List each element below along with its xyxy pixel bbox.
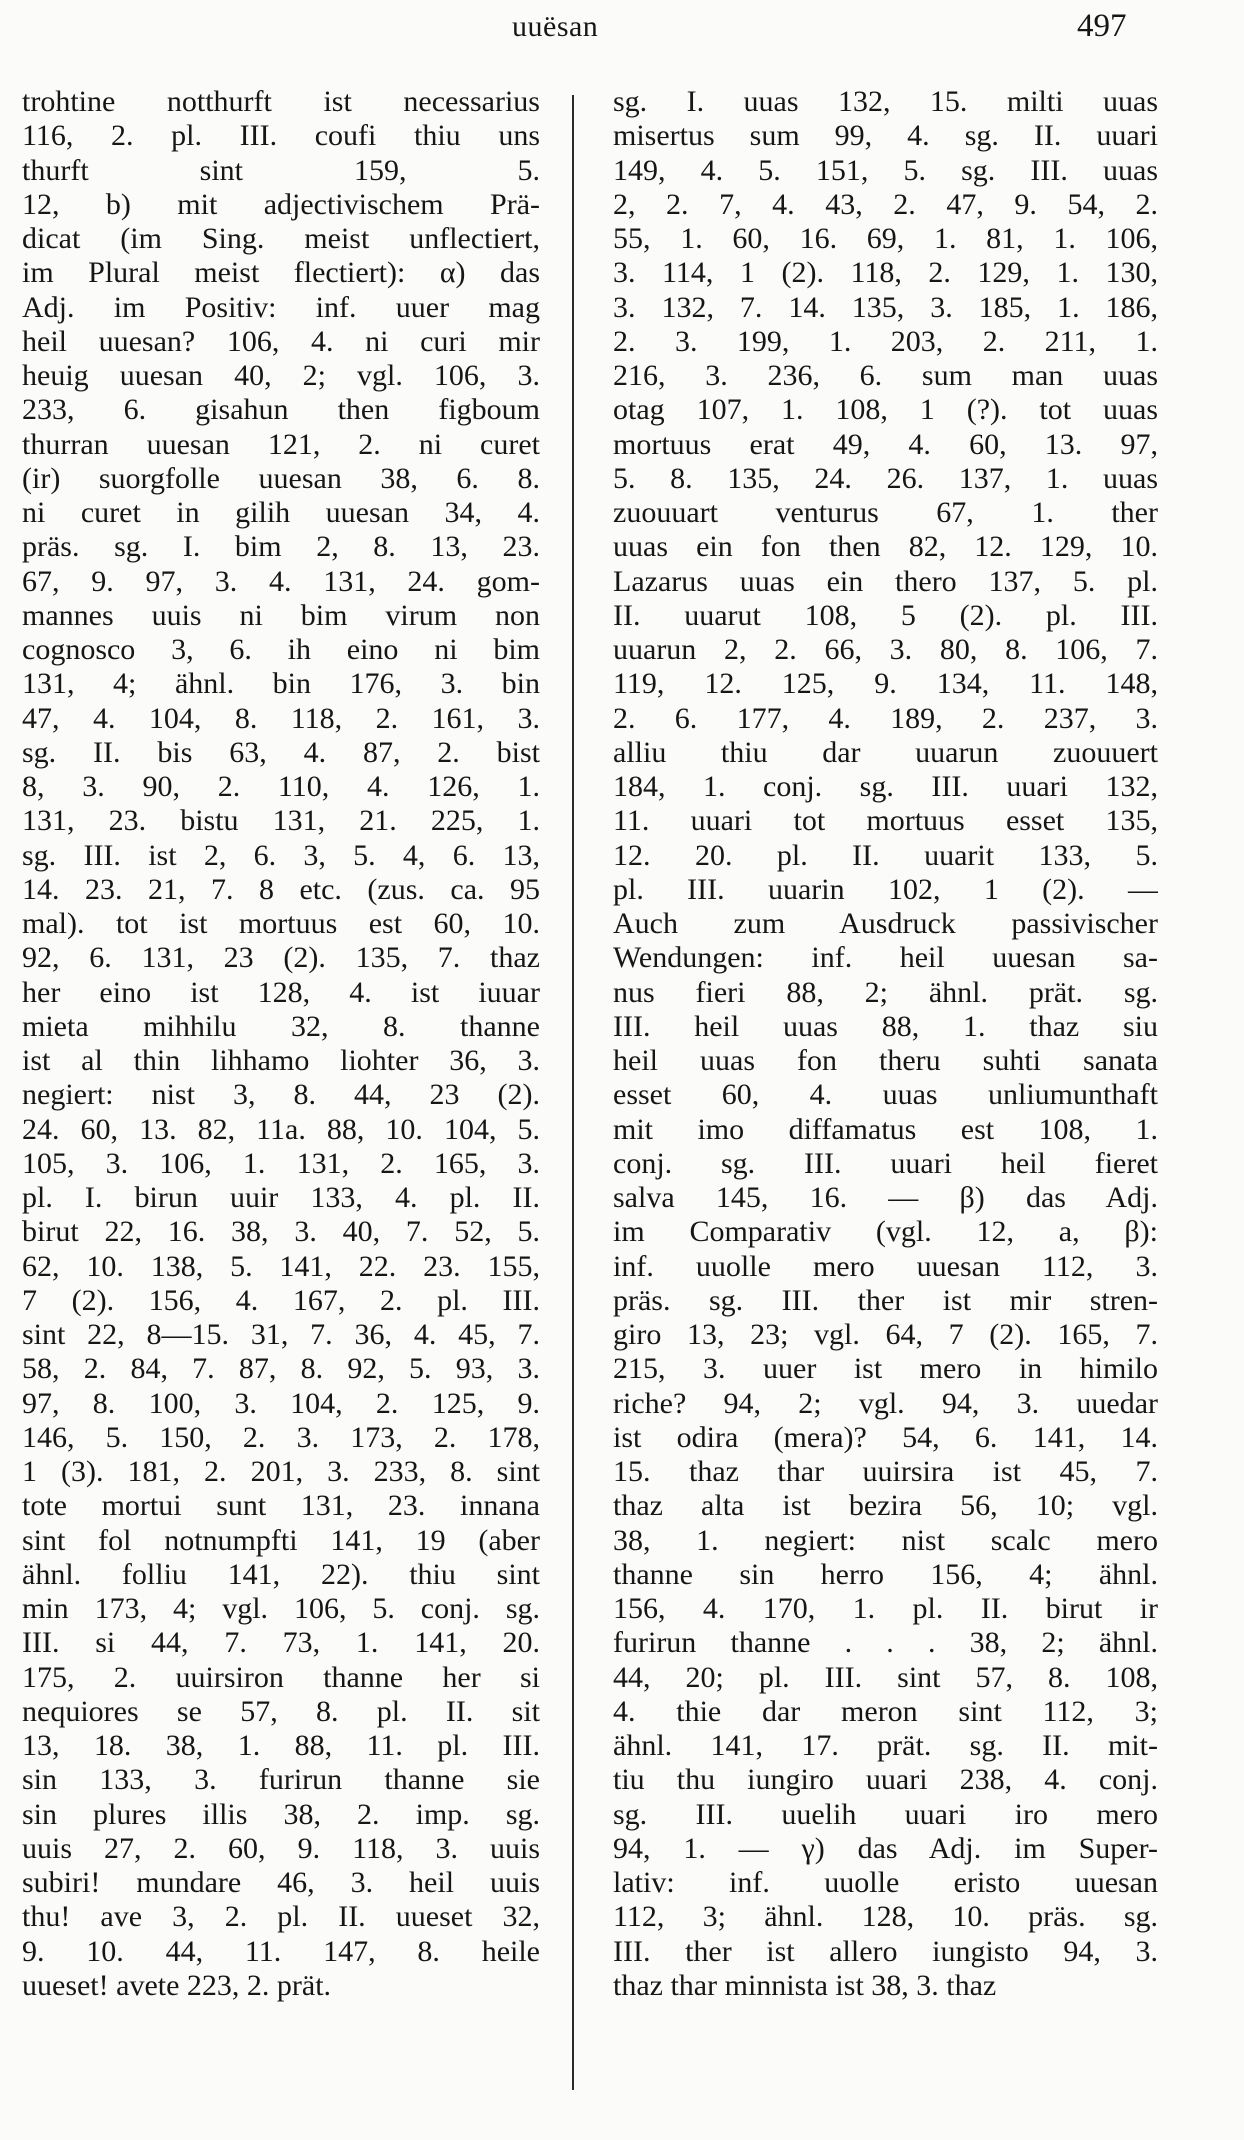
text-line: im Plural meist flectiert): α) das [22,256,540,290]
text-line: 15. thaz thar uuirsira ist 45, 7. [613,1455,1158,1488]
text-line: 55, 1. 60, 16. 69, 1. 81, 1. 106, [613,222,1158,255]
text-line: otag 107, 1. 108, 1 (?). tot uuas [613,393,1158,427]
text-line: ähnl. folliu 141, 22). thiu sint [22,1557,540,1591]
text-line: mannes uuis ni bim virum non [22,598,540,632]
text-line: dicat (im Sing. meist unflectiert, [22,222,540,255]
text-line: mal). tot ist mortuus est 60, 10. [22,907,540,940]
text-line: 62, 10. 138, 5. 141, 22. 23. 155, [22,1249,540,1283]
text-line: 12. 20. pl. II. uuarit 133, 5. [613,838,1158,872]
text-line: 116, 2. pl. III. coufi thiu uns [22,119,540,153]
text-line: uuas ein fon then 82, 12. 129, 10. [613,530,1158,564]
text-line: II. uuarut 108, 5 (2). pl. III. [613,598,1158,632]
text-line: 67, 9. 97, 3. 4. 131, 24. gom- [22,564,540,598]
text-line: III. ther ist allero iungisto 94, 3. [613,1934,1158,1968]
text-line: mit imo diffamatus est 108, 1. [613,1112,1158,1146]
text-line: 13, 18. 38, 1. 88, 11. pl. III. [22,1729,540,1762]
text-line: Adj. im Positiv: inf. uuer mag [22,290,540,324]
text-line: giro 13, 23; vgl. 64, 7 (2). 165, 7. [613,1318,1158,1351]
text-line: 119, 12. 125, 9. 134, 11. 148, [613,667,1158,701]
text-line: 38, 1. negiert: nist scalc mero [613,1523,1158,1557]
text-line: esset 60, 4. uuas unliumunthaft [613,1078,1158,1112]
text-line: 47, 4. 104, 8. 118, 2. 161, 3. [22,701,540,735]
text-line: mieta mihhilu 32, 8. thanne [22,1009,540,1043]
text-line: ni curet in gilih uuesan 34, 4. [22,496,540,529]
text-line: 9. 10. 44, 11. 147, 8. heile [22,1934,540,1968]
text-line: zuouuart venturus 67, 1. ther [613,496,1158,529]
text-line: sint fol notnumpfti 141, 19 (aber [22,1523,540,1557]
text-line: 2. 3. 199, 1. 203, 2. 211, 1. [613,324,1158,358]
text-line: 7 (2). 156, 4. 167, 2. pl. III. [22,1283,540,1317]
text-line: cognosco 3, 6. ih eino ni bim [22,633,540,666]
text-line: (ir) suorgfolle uuesan 38, 6. 8. [22,461,540,495]
text-line: sin plures illis 38, 2. imp. sg. [22,1797,540,1831]
text-line: im Comparativ (vgl. 12, a, β): [613,1215,1158,1249]
text-line: 97, 8. 100, 3. 104, 2. 125, 9. [22,1386,540,1420]
text-line: birut 22, 16. 38, 3. 40, 7. 52, 5. [22,1215,540,1249]
text-line: thanne sin herro 156, 4; ähnl. [613,1557,1158,1591]
text-line: 184, 1. conj. sg. III. uuari 132, [613,770,1158,803]
text-line: sg. III. ist 2, 6. 3, 5. 4, 6. 13, [22,838,540,872]
page-header [0,0,1244,80]
text-line: 175, 2. uuirsiron thanne her si [22,1660,540,1694]
text-line: furirun thanne . . . 38, 2; ähnl. [613,1626,1158,1660]
text-line: thu! ave 3, 2. pl. II. uueset 32, [22,1900,540,1934]
text-line: trohtine notthurft ist necessarius [22,85,540,118]
text-line: präs. sg. III. ther ist mir stren- [613,1283,1158,1317]
text-line: sint 22, 8—15. 31, 7. 36, 4. 45, 7. [22,1318,540,1351]
text-line: pl. I. birun uuir 133, 4. pl. II. [22,1181,540,1214]
text-line: ist al thin lihhamo liohter 36, 3. [22,1044,540,1077]
page-number: 497 [1077,8,1127,44]
text-line: heil uuas fon theru suhti sanata [613,1044,1158,1077]
text-line: 2. 6. 177, 4. 189, 2. 237, 3. [613,701,1158,735]
text-line: 156, 4. 170, 1. pl. II. birut ir [613,1592,1158,1625]
text-line: inf. uuolle mero uuesan 112, 3. [613,1249,1158,1283]
text-line: 94, 1. — γ) das Adj. im Super- [613,1831,1158,1865]
text-line: sg. I. uuas 132, 15. milti uuas [613,85,1158,118]
text-line: ist odira (mera)? 54, 6. 141, 14. [613,1420,1158,1454]
text-line: 14. 23. 21, 7. 8 etc. (zus. ca. 95 [22,872,540,906]
text-line: nus fieri 88, 2; ähnl. prät. sg. [613,975,1158,1009]
text-line: 3. 132, 7. 14. 135, 3. 185, 1. 186, [613,290,1158,324]
text-line: uuarun 2, 2. 66, 3. 80, 8. 106, 7. [613,633,1158,666]
text-line: 233, 6. gisahun then figboum [22,393,540,427]
text-line: III. si 44, 7. 73, 1. 141, 20. [22,1626,540,1660]
text-line: thurran uuesan 121, 2. ni curet [22,427,540,461]
text-line: alliu thiu dar uuarun zuouuert [613,735,1158,769]
text-line: uuis 27, 2. 60, 9. 118, 3. uuis [22,1831,540,1865]
text-line: heuig uuesan 40, 2; vgl. 106, 3. [22,359,540,392]
text-line: 1 (3). 181, 2. 201, 3. 233, 8. sint [22,1455,540,1488]
text-line: 58, 2. 84, 7. 87, 8. 92, 5. 93, 3. [22,1352,540,1386]
text-line: 11. uuari tot mortuus esset 135, [613,804,1158,838]
text-line: 3. 114, 1 (2). 118, 2. 129, 1. 130, [613,256,1158,290]
text-line: heil uuesan? 106, 4. ni curi mir [22,324,540,358]
text-line: 216, 3. 236, 6. sum man uuas [613,359,1158,392]
text-line: präs. sg. I. bim 2, 8. 13, 23. [22,530,540,564]
text-line: min 173, 4; vgl. 106, 5. conj. sg. [22,1592,540,1625]
running-head: uuësan [512,10,599,43]
text-line: conj. sg. III. uuari heil fieret [613,1146,1158,1180]
text-line: salva 145, 16. — β) das Adj. [613,1181,1158,1214]
text-line: thaz thar minnista ist 38, 3. thaz [613,1968,997,2002]
text-line: 112, 3; ähnl. 128, 10. präs. sg. [613,1900,1158,1934]
text-line: pl. III. uuarin 102, 1 (2). — [613,872,1158,906]
text-line: sg. II. bis 63, 4. 87, 2. bist [22,735,540,769]
text-line: 2, 2. 7, 4. 43, 2. 47, 9. 54, 2. [613,187,1158,221]
text-line: uueset! avete 223, 2. prät. [22,1968,332,2002]
text-line: her eino ist 128, 4. ist iuuar [22,975,540,1009]
text-line: 5. 8. 135, 24. 26. 137, 1. uuas [613,461,1158,495]
text-line: 146, 5. 150, 2. 3. 173, 2. 178, [22,1420,540,1454]
text-line: 131, 4; ähnl. bin 176, 3. bin [22,667,540,701]
text-line: subiri! mundare 46, 3. heil uuis [22,1866,540,1899]
text-line: lativ: inf. uuolle eristo uuesan [613,1866,1158,1899]
text-line: 8, 3. 90, 2. 110, 4. 126, 1. [22,770,540,803]
text-line: sin 133, 3. furirun thanne sie [22,1763,540,1797]
text-line: Wendungen: inf. heil uuesan sa- [613,941,1158,975]
text-line: ähnl. 141, 17. prät. sg. II. mit- [613,1729,1158,1762]
text-line: 24. 60, 13. 82, 11a. 88, 10. 104, 5. [22,1112,540,1146]
text-line: 4. thie dar meron sint 112, 3; [613,1694,1158,1728]
text-line: mortuus erat 49, 4. 60, 13. 97, [613,427,1158,461]
text-line: III. heil uuas 88, 1. thaz siu [613,1009,1158,1043]
text-line: 92, 6. 131, 23 (2). 135, 7. thaz [22,941,540,975]
text-line: Auch zum Ausdruck passivischer [613,907,1158,940]
text-line: tote mortui sunt 131, 23. innana [22,1489,540,1523]
column-divider [572,95,574,2090]
text-line: 44, 20; pl. III. sint 57, 8. 108, [613,1660,1158,1694]
left-column [22,85,540,2003]
text-line: nequiores se 57, 8. pl. II. sit [22,1694,540,1728]
text-line: misertus sum 99, 4. sg. II. uuari [613,119,1158,153]
text-line: 215, 3. uuer ist mero in himilo [613,1352,1158,1386]
text-line: 105, 3. 106, 1. 131, 2. 165, 3. [22,1146,540,1180]
text-line: 131, 23. bistu 131, 21. 225, 1. [22,804,540,838]
text-line: negiert: nist 3, 8. 44, 23 (2). [22,1078,540,1112]
text-line: Lazarus uuas ein thero 137, 5. pl. [613,564,1158,598]
right-column [613,85,1158,2003]
text-line: riche? 94, 2; vgl. 94, 3. uuedar [613,1386,1158,1420]
text-line: thurft sint 159, 5. [22,153,540,187]
text-line: 12, b) mit adjectivischem Prä- [22,187,540,221]
text-line: tiu thu iungiro uuari 238, 4. conj. [613,1763,1158,1797]
text-line: thaz alta ist bezira 56, 10; vgl. [613,1489,1158,1523]
text-line: sg. III. uuelih uuari iro mero [613,1797,1158,1831]
text-line: 149, 4. 5. 151, 5. sg. III. uuas [613,153,1158,187]
